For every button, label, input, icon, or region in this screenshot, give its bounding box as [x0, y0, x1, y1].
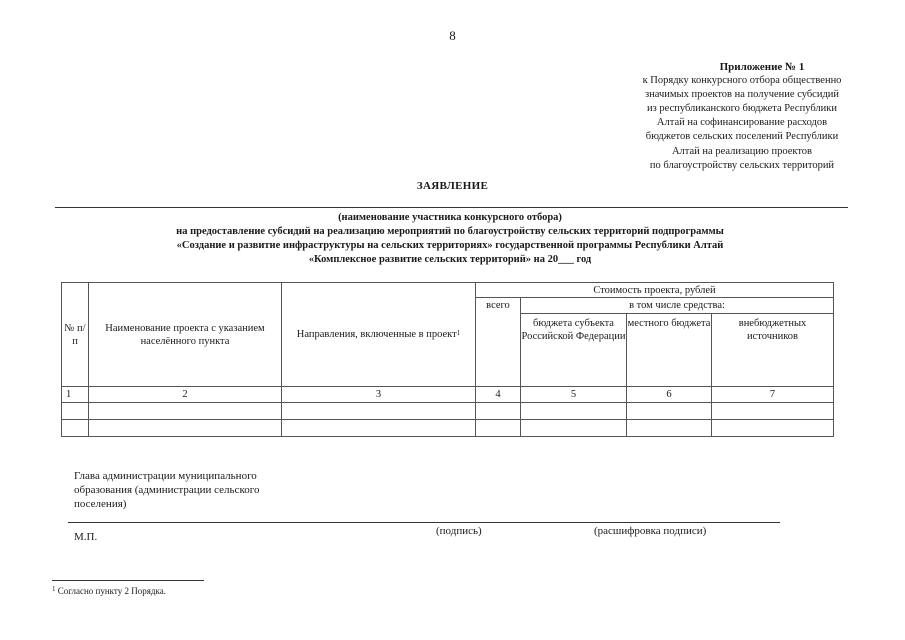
local-budget-header: местного бюджета	[627, 314, 712, 387]
cost-header: Стоимость проекта, рублей	[476, 283, 834, 298]
intro-line-3: «Комплексное развитие сельских территорий» на 20___ год	[308, 254, 592, 265]
empty-cell[interactable]	[476, 403, 521, 420]
intro-block	[100, 211, 800, 267]
appendix-line: к Порядку конкурсного отбора общественно	[642, 75, 842, 87]
appendix-line: Алтай на реализацию проектов	[671, 145, 813, 157]
appendix-line: по благоустройству сельских территорий	[649, 159, 835, 171]
index-cell: 2	[89, 387, 282, 403]
seal-place-label: М.П.	[74, 531, 98, 543]
empty-cell[interactable]	[89, 403, 282, 420]
empty-cell[interactable]	[712, 420, 834, 437]
page-number: 8	[449, 28, 456, 43]
including-header: в том числе средства:	[521, 298, 834, 314]
col-directions-header: Направления, включенные в проект$^1$	[282, 283, 476, 387]
empty-cell[interactable]	[282, 403, 476, 420]
intro-line-1: на предоставление субсидий на реализацию мероприятий по благоустройству сельских территорий подпрограммы	[176, 226, 724, 237]
empty-cell[interactable]	[627, 403, 712, 420]
participant-caption: (наименование участника конкурсного отбора)	[338, 212, 562, 223]
signature-caption: (подпись)	[436, 525, 482, 537]
table-row	[62, 403, 834, 420]
appendix-line: значимых проектов на получение субсидий	[644, 89, 840, 101]
empty-cell[interactable]	[521, 420, 627, 437]
col-num-header: № п/п	[62, 283, 89, 387]
empty-cell[interactable]	[89, 420, 282, 437]
footnote-separator	[52, 580, 204, 581]
appendix-header: Приложение № 1	[719, 61, 805, 73]
appendix-line: Алтай на софинансирование расходов	[656, 117, 828, 129]
extra-budget-header: внебюджетных источников	[712, 314, 834, 387]
empty-cell[interactable]	[712, 403, 834, 420]
index-cell: 1	[62, 387, 89, 403]
projects-table	[61, 282, 834, 437]
signature-line	[68, 522, 780, 523]
empty-cell[interactable]	[282, 420, 476, 437]
participant-name-line	[55, 207, 848, 208]
table-row	[62, 420, 834, 437]
col-name-header: Наименование проекта с указанием населённого пункта	[89, 283, 282, 387]
footnote-ref: 1	[456, 329, 461, 337]
empty-cell[interactable]	[62, 420, 89, 437]
signature-decoding-caption: (расшифровка подписи)	[594, 525, 707, 537]
empty-cell[interactable]	[476, 420, 521, 437]
index-cell: 3	[282, 387, 476, 403]
empty-cell[interactable]	[62, 403, 89, 420]
index-cell: 5	[521, 387, 627, 403]
intro-line-2: «Создание и развитие инфраструктуры на сельских территориях» государственной программы Республики Алтай	[176, 240, 724, 251]
empty-cell[interactable]	[627, 420, 712, 437]
subject-budget-header: бюджета субъекта Российской Федерации	[521, 314, 627, 387]
appendix-block	[612, 60, 872, 173]
document-title: ЗАЯВЛЕНИЕ	[416, 180, 489, 192]
footnote-mark: 1	[52, 585, 56, 593]
empty-cell[interactable]	[521, 403, 627, 420]
total-header: всего	[476, 298, 521, 387]
footnote	[52, 586, 166, 596]
footnote-text: Согласно пункту 2 Порядка.	[57, 586, 166, 596]
index-cell: 4	[476, 387, 521, 403]
index-cell: 6	[627, 387, 712, 403]
appendix-line: из республиканского бюджета Республики	[647, 103, 837, 115]
appendix-line: бюджетов сельских поселений Республики	[645, 131, 839, 143]
head-of-administration-label: Глава администрации муниципального образования (администрации сельского поселения)	[74, 470, 260, 510]
index-cell: 7	[712, 387, 834, 403]
